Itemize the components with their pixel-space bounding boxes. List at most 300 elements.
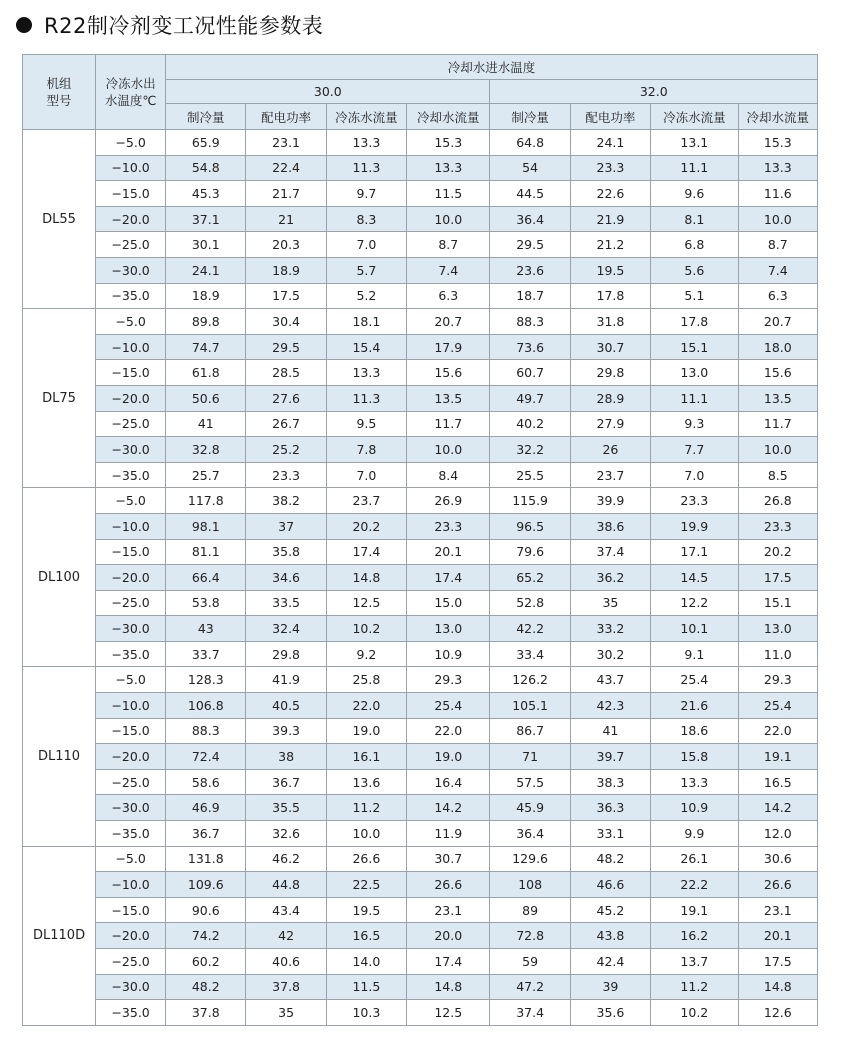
temp-cell: −25.0 [96,590,166,616]
table-row [23,718,818,744]
value-cell: 65.9 [166,130,246,156]
temp-cell: −35.0 [96,641,166,667]
value-cell: 40.6 [246,949,326,975]
value-cell: 36.7 [166,821,246,847]
value-cell: 11.0 [738,641,817,667]
value-cell: 19.0 [407,744,490,770]
value-cell: 43.8 [570,923,650,949]
value-cell: 21.9 [570,206,650,232]
value-cell: 12.6 [738,1000,817,1026]
value-cell: 128.3 [166,667,246,693]
value-cell: 5.2 [326,283,406,309]
temp-cell: −30.0 [96,437,166,463]
value-cell: 13.0 [738,616,817,642]
value-cell: 41 [570,718,650,744]
value-cell: 36.3 [570,795,650,821]
value-cell: 20.7 [407,309,490,335]
value-cell: 35 [246,1000,326,1026]
value-cell: 23.3 [570,155,650,181]
value-cell: 26.1 [651,846,739,872]
value-cell: 6.8 [651,232,739,258]
value-cell: 14.0 [326,949,406,975]
value-cell: 65.2 [490,565,570,591]
value-cell: 35.5 [246,795,326,821]
value-cell: 35 [570,590,650,616]
group-header-30: 30.0 [166,80,490,104]
value-cell: 5.7 [326,257,406,283]
value-cell: 13.3 [651,769,739,795]
temp-cell: −35.0 [96,1000,166,1026]
value-cell: 13.5 [738,385,817,411]
value-cell: 89.8 [166,309,246,335]
value-cell: 21 [246,206,326,232]
table-row [23,130,818,156]
value-cell: 7.4 [738,257,817,283]
value-cell: 37 [246,513,326,539]
value-cell: 73.6 [490,334,570,360]
value-cell: 11.5 [407,181,490,207]
temp-cell: −35.0 [96,821,166,847]
value-cell: 16.1 [326,744,406,770]
value-cell: 30.4 [246,309,326,335]
temp-cell: −25.0 [96,411,166,437]
table-row [23,974,818,1000]
value-cell: 13.3 [407,155,490,181]
bullet-icon [16,17,32,33]
value-cell: 10.1 [651,616,739,642]
value-cell: 17.5 [738,565,817,591]
value-cell: 5.6 [651,257,739,283]
value-cell: 74.2 [166,923,246,949]
value-cell: 81.1 [166,539,246,565]
value-cell: 11.7 [407,411,490,437]
value-cell: 43.4 [246,897,326,923]
table-row [23,769,818,795]
value-cell: 29.3 [738,667,817,693]
value-cell: 38 [246,744,326,770]
value-cell: 23.1 [246,130,326,156]
cooling-water-temp-header: 冷却水进水温度 [166,55,818,80]
value-cell: 36.4 [490,206,570,232]
value-cell: 46.2 [246,846,326,872]
value-cell: 35.8 [246,539,326,565]
metric-header: 冷却水流量 [738,104,817,130]
table-row [23,411,818,437]
value-cell: 17.1 [651,539,739,565]
value-cell: 30.7 [570,334,650,360]
value-cell: 10.0 [738,206,817,232]
temp-cell: −20.0 [96,923,166,949]
table-row [23,206,818,232]
value-cell: 24.1 [570,130,650,156]
value-cell: 28.5 [246,360,326,386]
value-cell: 38.6 [570,513,650,539]
temp-cell: −25.0 [96,949,166,975]
value-cell: 33.1 [570,821,650,847]
metric-header: 配电功率 [570,104,650,130]
value-cell: 17.8 [651,309,739,335]
value-cell: 6.3 [738,283,817,309]
value-cell: 109.6 [166,872,246,898]
value-cell: 13.0 [407,616,490,642]
value-cell: 11.5 [326,974,406,1000]
temp-cell: −25.0 [96,769,166,795]
value-cell: 13.5 [407,385,490,411]
value-cell: 126.2 [490,667,570,693]
value-cell: 32.8 [166,437,246,463]
value-cell: 105.1 [490,693,570,719]
value-cell: 29.3 [407,667,490,693]
value-cell: 7.8 [326,437,406,463]
value-cell: 26.8 [738,488,817,514]
value-cell: 9.6 [651,181,739,207]
value-cell: 19.5 [326,897,406,923]
value-cell: 17.9 [407,334,490,360]
value-cell: 98.1 [166,513,246,539]
value-cell: 27.6 [246,385,326,411]
temp-cell: −15.0 [96,360,166,386]
value-cell: 10.2 [326,616,406,642]
value-cell: 20.2 [326,513,406,539]
value-cell: 15.8 [651,744,739,770]
value-cell: 39 [570,974,650,1000]
temp-cell: −35.0 [96,462,166,488]
temp-column-header [96,55,166,130]
table-row [23,565,818,591]
value-cell: 7.4 [407,257,490,283]
value-cell: 12.2 [651,590,739,616]
value-cell: 60.7 [490,360,570,386]
metric-header: 配电功率 [246,104,326,130]
value-cell: 32.2 [490,437,570,463]
value-cell: 19.0 [326,718,406,744]
value-cell: 59 [490,949,570,975]
value-cell: 15.6 [407,360,490,386]
value-cell: 21.6 [651,693,739,719]
value-cell: 22.0 [326,693,406,719]
value-cell: 11.1 [651,385,739,411]
value-cell: 11.3 [326,155,406,181]
temp-cell: −30.0 [96,257,166,283]
value-cell: 13.3 [326,360,406,386]
temp-cell: −15.0 [96,897,166,923]
value-cell: 9.2 [326,641,406,667]
value-cell: 60.2 [166,949,246,975]
table-row [23,309,818,335]
value-cell: 23.7 [326,488,406,514]
value-cell: 61.8 [166,360,246,386]
model-cell: DL110D [23,846,96,1025]
value-cell: 88.3 [166,718,246,744]
value-cell: 15.1 [651,334,739,360]
value-cell: 26.6 [326,846,406,872]
value-cell: 24.1 [166,257,246,283]
value-cell: 22.4 [246,155,326,181]
metric-header: 制冷量 [166,104,246,130]
table-row [23,693,818,719]
table-row [23,897,818,923]
value-cell: 23.3 [246,462,326,488]
value-cell: 25.4 [407,693,490,719]
value-cell: 129.6 [490,846,570,872]
value-cell: 23.6 [490,257,570,283]
value-cell: 37.8 [246,974,326,1000]
value-cell: 23.1 [738,897,817,923]
value-cell: 131.8 [166,846,246,872]
value-cell: 13.1 [651,130,739,156]
table-row [23,488,818,514]
value-cell: 10.3 [326,1000,406,1026]
table-row [23,181,818,207]
value-cell: 54.8 [166,155,246,181]
value-cell: 11.6 [738,181,817,207]
value-cell: 31.8 [570,309,650,335]
value-cell: 7.0 [651,462,739,488]
table-row [23,539,818,565]
temp-cell: −25.0 [96,232,166,258]
value-cell: 29.5 [246,334,326,360]
temp-cell: −10.0 [96,334,166,360]
table-row [23,437,818,463]
value-cell: 7.0 [326,232,406,258]
value-cell: 39.9 [570,488,650,514]
value-cell: 22.6 [570,181,650,207]
value-cell: 26.6 [738,872,817,898]
value-cell: 36.7 [246,769,326,795]
value-cell: 26.6 [407,872,490,898]
title-row [16,10,323,40]
temp-cell: −5.0 [96,846,166,872]
metric-header: 冷冻水流量 [326,104,406,130]
table-row [23,232,818,258]
value-cell: 40.5 [246,693,326,719]
value-cell: 79.6 [490,539,570,565]
value-cell: 108 [490,872,570,898]
value-cell: 33.4 [490,641,570,667]
value-cell: 66.4 [166,565,246,591]
temp-cell: −20.0 [96,385,166,411]
temp-cell: −30.0 [96,974,166,1000]
table-row [23,641,818,667]
value-cell: 15.1 [738,590,817,616]
value-cell: 40.2 [490,411,570,437]
value-cell: 20.3 [246,232,326,258]
model-header-line1: 机组 [46,76,72,91]
value-cell: 32.4 [246,616,326,642]
value-cell: 7.7 [651,437,739,463]
model-header-line2: 型号 [46,93,72,108]
value-cell: 8.5 [738,462,817,488]
value-cell: 37.4 [570,539,650,565]
group-header-32: 32.0 [490,80,818,104]
value-cell: 9.1 [651,641,739,667]
value-cell: 42.3 [570,693,650,719]
temp-cell: −10.0 [96,155,166,181]
value-cell: 12.0 [738,821,817,847]
value-cell: 17.5 [246,283,326,309]
value-cell: 5.1 [651,283,739,309]
temp-cell: −5.0 [96,130,166,156]
value-cell: 43.7 [570,667,650,693]
value-cell: 23.3 [407,513,490,539]
value-cell: 39.3 [246,718,326,744]
value-cell: 37.8 [166,1000,246,1026]
value-cell: 13.3 [326,130,406,156]
table-row [23,744,818,770]
value-cell: 20.2 [738,539,817,565]
value-cell: 11.7 [738,411,817,437]
temp-cell: −20.0 [96,744,166,770]
value-cell: 30.2 [570,641,650,667]
value-cell: 7.0 [326,462,406,488]
table-row [23,590,818,616]
value-cell: 29.8 [570,360,650,386]
table-row [23,360,818,386]
table-row [23,616,818,642]
value-cell: 19.1 [738,744,817,770]
temp-cell: −10.0 [96,872,166,898]
value-cell: 30.1 [166,232,246,258]
value-cell: 18.0 [738,334,817,360]
table-row [23,257,818,283]
temp-cell: −5.0 [96,488,166,514]
value-cell: 28.9 [570,385,650,411]
value-cell: 29.8 [246,641,326,667]
value-cell: 16.2 [651,923,739,949]
value-cell: 18.9 [246,257,326,283]
value-cell: 21.2 [570,232,650,258]
value-cell: 20.1 [738,923,817,949]
value-cell: 41.9 [246,667,326,693]
value-cell: 74.7 [166,334,246,360]
value-cell: 27.9 [570,411,650,437]
value-cell: 42 [246,923,326,949]
table-row [23,1000,818,1026]
value-cell: 72.4 [166,744,246,770]
value-cell: 21.7 [246,181,326,207]
value-cell: 20.7 [738,309,817,335]
value-cell: 15.0 [407,590,490,616]
metric-header: 冷却水流量 [407,104,490,130]
value-cell: 16.4 [407,769,490,795]
table-row [23,283,818,309]
value-cell: 45.3 [166,181,246,207]
value-cell: 33.7 [166,641,246,667]
value-cell: 9.5 [326,411,406,437]
table-row [23,923,818,949]
temp-cell: −15.0 [96,539,166,565]
table-row [23,513,818,539]
value-cell: 19.9 [651,513,739,539]
value-cell: 10.9 [651,795,739,821]
value-cell: 88.3 [490,309,570,335]
value-cell: 17.4 [407,949,490,975]
table-row [23,846,818,872]
value-cell: 6.3 [407,283,490,309]
value-cell: 71 [490,744,570,770]
value-cell: 49.7 [490,385,570,411]
value-cell: 42.2 [490,616,570,642]
value-cell: 23.3 [651,488,739,514]
value-cell: 42.4 [570,949,650,975]
value-cell: 18.7 [490,283,570,309]
value-cell: 30.6 [738,846,817,872]
value-cell: 117.8 [166,488,246,514]
value-cell: 11.3 [326,385,406,411]
value-cell: 10.0 [407,206,490,232]
value-cell: 13.7 [651,949,739,975]
value-cell: 13.0 [651,360,739,386]
value-cell: 14.2 [407,795,490,821]
temp-header-line2: 水温度℃ [104,93,157,108]
value-cell: 33.2 [570,616,650,642]
model-cell: DL75 [23,309,96,488]
value-cell: 15.6 [738,360,817,386]
value-cell: 19.1 [651,897,739,923]
model-cell: DL110 [23,667,96,846]
value-cell: 13.3 [738,155,817,181]
table-row [23,462,818,488]
model-column-header [23,55,96,130]
table-row [23,334,818,360]
performance-table [22,54,818,1026]
value-cell: 11.1 [651,155,739,181]
metric-header: 冷冻水流量 [651,104,739,130]
value-cell: 14.8 [407,974,490,1000]
value-cell: 17.8 [570,283,650,309]
value-cell: 90.6 [166,897,246,923]
value-cell: 38.2 [246,488,326,514]
value-cell: 33.5 [246,590,326,616]
value-cell: 15.3 [407,130,490,156]
value-cell: 23.3 [738,513,817,539]
temp-cell: −30.0 [96,795,166,821]
value-cell: 37.4 [490,1000,570,1026]
value-cell: 52.8 [490,590,570,616]
value-cell: 44.8 [246,872,326,898]
value-cell: 20.1 [407,539,490,565]
temp-cell: −5.0 [96,309,166,335]
value-cell: 89 [490,897,570,923]
value-cell: 10.2 [651,1000,739,1026]
model-cell: DL100 [23,488,96,667]
value-cell: 18.1 [326,309,406,335]
table-row [23,385,818,411]
value-cell: 23.7 [570,462,650,488]
value-cell: 16.5 [326,923,406,949]
value-cell: 34.6 [246,565,326,591]
value-cell: 14.8 [738,974,817,1000]
value-cell: 39.7 [570,744,650,770]
value-cell: 17.5 [738,949,817,975]
value-cell: 9.9 [651,821,739,847]
temp-cell: −10.0 [96,513,166,539]
value-cell: 10.0 [407,437,490,463]
value-cell: 14.5 [651,565,739,591]
value-cell: 8.3 [326,206,406,232]
value-cell: 46.9 [166,795,246,821]
value-cell: 46.6 [570,872,650,898]
value-cell: 19.5 [570,257,650,283]
value-cell: 26.7 [246,411,326,437]
value-cell: 72.8 [490,923,570,949]
value-cell: 30.7 [407,846,490,872]
value-cell: 8.7 [407,232,490,258]
value-cell: 15.3 [738,130,817,156]
value-cell: 25.8 [326,667,406,693]
value-cell: 20.0 [407,923,490,949]
temp-cell: −20.0 [96,565,166,591]
